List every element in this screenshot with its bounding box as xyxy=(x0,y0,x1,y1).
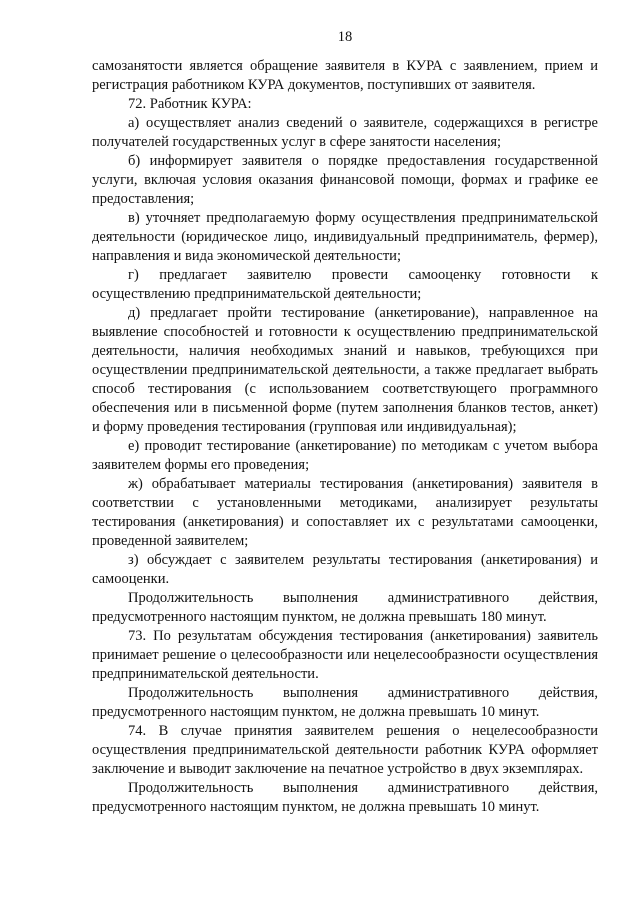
paragraph-72-heading: 72. Работник КУРА: xyxy=(128,96,252,112)
paragraph-continuation: самозанятости является обращение заявителя в КУРА с заявлением, прием и регистрация работником КУРА документов, поступивших от заявителя. xyxy=(92,58,598,93)
page-number: 18 xyxy=(337,29,353,45)
paragraph-72-g: г) предлагает заявителю провести самооценку готовности к осуществлению предпринимательской деятельности; xyxy=(92,267,598,302)
paragraph-72-v: в) уточняет предполагаемую форму осуществления предпринимательской деятельности (юридическое лицо, индивидуальный предприниматель, фермер), направления и вида экономической деятельности; xyxy=(92,210,598,264)
paragraph-74: 74. В случае принятия заявителем решения о нецелесообразности осуществления предпринимательской деятельности работник КУРА оформляет заключение и выводит заключение на печатное устройство в двух экземплярах. xyxy=(92,723,598,777)
paragraph-72-a: а) осуществляет анализ сведений о заявителе, содержащихся в регистре получателей государственных услуг в сфере занятости населения; xyxy=(92,115,598,150)
paragraph-73-duration: Продолжительность выполнения административного действия, предусмотренного настоящим пунктом, не должна превышать 10 минут. xyxy=(92,685,598,720)
document-page xyxy=(92,28,598,817)
paragraph-73: 73. По результатам обсуждения тестирования (анкетирования) заявитель принимает решение о целесообразности или нецелесообразности осуществления предпринимательской деятельности. xyxy=(92,628,598,682)
paragraph-72-d: д) предлагает пройти тестирование (анкетирование), направленное на выявление способностей и готовности к осуществлению предпринимательской деятельности, наличия необходимых знаний и навыков, требующихся при осуществлении предпринимательской деятельности, а также предлагает выбрать способ тестирования (с использованием соответствующего программного обеспечения или в письменной форме (путем заполнения бланков тестов, анкет) и форму проведения тестирования (групповая или индивидуальная); xyxy=(92,305,598,435)
paragraph-72-e: е) проводит тестирование (анкетирование) по методикам с учетом выбора заявителем формы его проведения; xyxy=(92,438,598,473)
paragraph-72-zh: ж) обрабатывает материалы тестирования (анкетирования) заявителя в соответствии с установленными методиками, анализирует результаты тестирования (анкетирования) и сопоставляет их с результатами самооценки, проведенной заявителем; xyxy=(92,476,598,549)
paragraph-72-duration: Продолжительность выполнения административного действия, предусмотренного настоящим пунктом, не должна превышать 180 минут. xyxy=(92,590,598,625)
paragraph-74-duration: Продолжительность выполнения административного действия, предусмотренного настоящим пунктом, не должна превышать 10 минут. xyxy=(92,780,598,815)
paragraph-72-b: б) информирует заявителя о порядке предоставления государственной услуги, включая условия оказания финансовой помощи, формах и графике ее предоставления; xyxy=(92,153,598,207)
paragraph-72-z: з) обсуждает с заявителем результаты тестирования (анкетирования) и самооценки. xyxy=(92,552,598,587)
